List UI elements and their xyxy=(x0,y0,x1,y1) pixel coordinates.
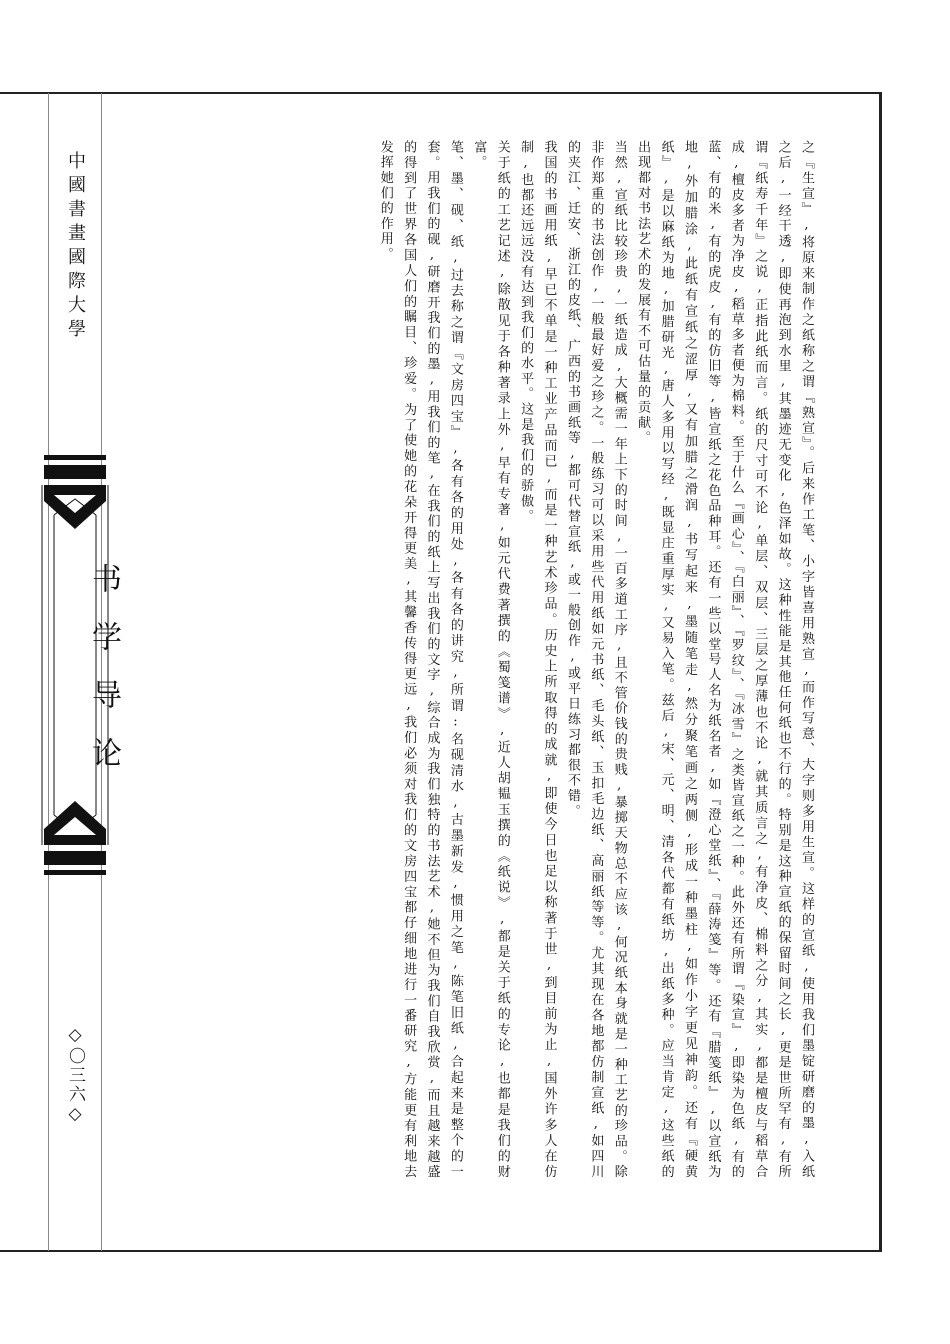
university-name: 中國書畫國際大學 xyxy=(65,151,86,343)
paragraph: 当然,宣纸比较珍贵,一纸造成,大概需一年上下的时间,一百多道工序,且不管价钱的贵贱,暴掷天物总不应该,何况纸本身就是一种工艺的珍品。除非作郑重的书法创作,一般最好爱之珍之。一般练习可以采用些代用纸如元书纸、毛头纸、玉扣毛边纸、高丽纸等等。尤其现在各地都仿制宣纸,如四川的夹江、迁安、浙江的皮纸、广西的书画纸等,都可代替宣纸,或一般创作,或平日练习都很不错。 xyxy=(564,140,627,1180)
page-number: ◇〇三六◇ xyxy=(65,1025,85,1126)
book-title: 书学导论 xyxy=(86,563,121,795)
main-text-body xyxy=(248,140,818,1180)
paragraph: 我国的书画用纸,早已不单是一种工业产品而已,而是一种艺术珍品。历史上所取得的成就,即使今日也足以称著于世,到目前为止,国外许多人在仿制,也都还远远没有达到我们的水平。这是我们的骄傲。 xyxy=(518,140,557,1180)
paragraph: 之『生宣』,将原来制作之纸称之谓『熟宣』。后来作工笔、小字皆喜用熟宣,而作写意、大字则多用生宣。这样的宣纸,使用我们墨锭研磨的墨,入纸之后,一经干透,即使再泡到水里,其墨迹无变化,色泽如故。这种性能是其他任何纸也不行的。特别是这种宣纸的保留时间之长,更是世所罕有,有所谓『纸寿千年』之说,正指此纸而言。纸的尺寸可不论,单层、双层、三层之厚薄也不论,就其质言之,有净皮、棉料之分,其实,都是檀皮与稻草合成,檀皮多者为净皮,稻草多者便为棉料。至于什么『画心』、『白丽』、『罗纹』、『冰雪』之类皆宣纸之一种。此外还有所谓『染宣』,即染为色纸,有的蓝、有的米,有的虎皮,有的仿旧等,皆宣纸之花色品种耳。还有一些以堂号人名为纸名者,如『澄心堂纸』、『薛涛笺』等。还有『腊笺纸』,以宣纸为地,外加腊涂,此纸有宣纸之涩厚,又有加腊之滑润,书写起来,墨随笔走,然分聚笔画之两侧,形成一种墨柱,如作小字更见神韵。还有『硬黄纸』,是以麻纸为地,加腊研光,唐人多用以写经,既显庄重厚实,又易入笔。兹后,宋、元、明、清各代都有纸坊,出纸多种。应当肯定,这些纸的出现都对书法艺术的发展有不可估量的贡献。 xyxy=(635,140,814,1180)
paragraph: 关于纸的工艺记述,除散见于各种著录上外,早有专著,如元代费著撰的《蜀笺谱》,近人胡韫玉撰的《纸说》,都是关于纸的专论,也都是我们的财富。 xyxy=(471,140,510,1180)
margin-column xyxy=(48,93,121,1251)
paragraph: 笔、墨、砚、纸,过去称之谓『文房四宝』,各有各的用处,各有各的讲究,所谓:名砚清水,古墨新发,惯用之笔,陈笔旧纸,合起来是整个的一套。用我们的砚,研磨开我们的墨,用我们的笔,在我们的纸上写出我们的文字,综合成为我们独特的书法艺术,她不但为我们自我欣赏,而且越来越盛的得到了世界各国人们的瞩目、珍爱。为了使她的花朵开得更美,其馨香传得更远,我们必须对我们的文房四宝都仔细地进行一番研究,方能更有利地去发挥她们的作用。 xyxy=(377,140,463,1180)
